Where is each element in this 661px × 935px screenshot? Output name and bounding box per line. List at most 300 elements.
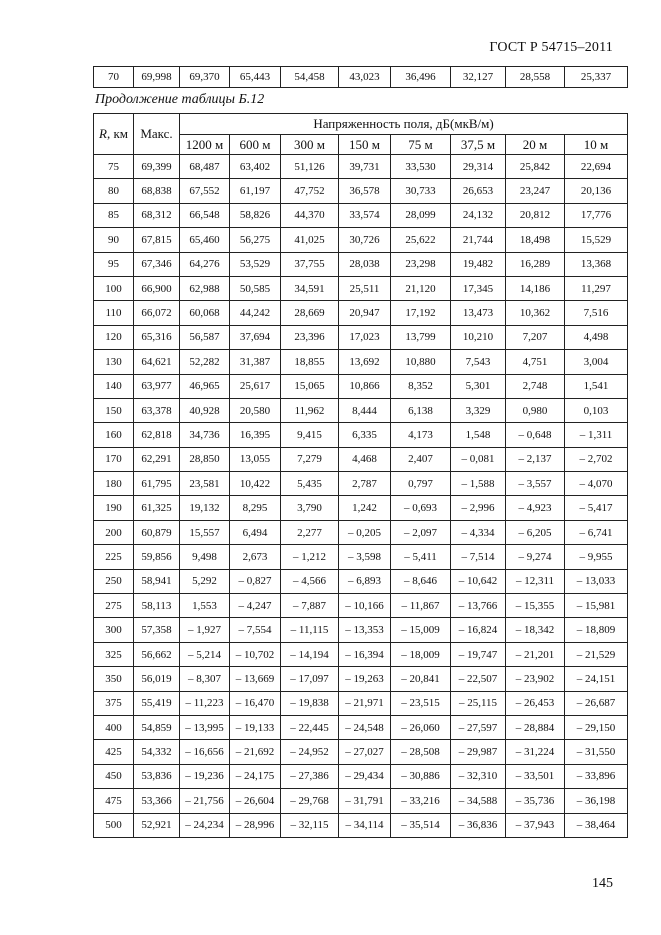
value-cell: 31,387 (230, 350, 281, 374)
value-cell: – 7,554 (230, 618, 281, 642)
value-cell: – 37,943 (506, 813, 565, 837)
value-cell: 26,653 (451, 179, 506, 203)
max-cell: 58,113 (134, 594, 180, 618)
distance-symbol: R (99, 126, 107, 141)
value-cell: 30,733 (391, 179, 451, 203)
value-cell: 41,025 (281, 228, 339, 252)
value-cell: – 9,955 (565, 545, 628, 569)
value-cell: 0,797 (391, 472, 451, 496)
table-cell: 36,496 (391, 67, 451, 88)
value-cell: 17,345 (451, 276, 506, 300)
value-cell: – 3,557 (506, 472, 565, 496)
value-cell: – 15,355 (506, 594, 565, 618)
value-cell: 17,023 (339, 325, 391, 349)
table-row (94, 813, 628, 837)
value-cell: – 26,687 (565, 691, 628, 715)
value-cell: 65,460 (180, 228, 230, 252)
value-cell: 39,731 (339, 155, 391, 179)
value-cell: – 22,445 (281, 715, 339, 739)
value-cell: 13,368 (565, 252, 628, 276)
value-cell: – 27,597 (451, 715, 506, 739)
value-cell: – 29,987 (451, 740, 506, 764)
column-header-height: 75 м (391, 135, 451, 155)
value-cell: 5,301 (451, 374, 506, 398)
value-cell: 52,282 (180, 350, 230, 374)
value-cell: 56,587 (180, 325, 230, 349)
max-cell: 54,859 (134, 715, 180, 739)
value-cell: 6,494 (230, 520, 281, 544)
max-cell: 54,332 (134, 740, 180, 764)
value-cell: – 0,693 (391, 496, 451, 520)
value-cell: 8,444 (339, 398, 391, 422)
max-cell: 69,399 (134, 155, 180, 179)
value-cell: – 24,952 (281, 740, 339, 764)
value-cell: – 1,588 (451, 472, 506, 496)
max-cell: 61,795 (134, 472, 180, 496)
value-cell: 18,855 (281, 350, 339, 374)
value-cell: 19,132 (180, 496, 230, 520)
distance-cell: 275 (94, 594, 134, 618)
field-strength-table (93, 113, 628, 838)
value-cell: – 11,223 (180, 691, 230, 715)
value-cell: 47,752 (281, 179, 339, 203)
value-cell: – 35,514 (391, 813, 451, 837)
table-row (94, 228, 628, 252)
value-cell: – 21,201 (506, 642, 565, 666)
table-cell: 65,443 (230, 67, 281, 88)
column-header-height: 10 м (565, 135, 628, 155)
value-cell: – 30,886 (391, 764, 451, 788)
value-cell: 56,275 (230, 228, 281, 252)
value-cell: 5,435 (281, 472, 339, 496)
distance-cell: 450 (94, 764, 134, 788)
value-cell: 7,543 (451, 350, 506, 374)
value-cell: – 35,736 (506, 789, 565, 813)
value-cell: 64,276 (180, 252, 230, 276)
table-row (94, 301, 628, 325)
column-header-height: 300 м (281, 135, 339, 155)
distance-unit: , км (106, 126, 128, 141)
max-cell: 62,291 (134, 447, 180, 471)
value-cell: – 26,060 (391, 715, 451, 739)
distance-cell: 180 (94, 472, 134, 496)
header-row (94, 114, 628, 135)
distance-cell: 250 (94, 569, 134, 593)
distance-cell: 190 (94, 496, 134, 520)
value-cell: 0,103 (565, 398, 628, 422)
value-cell: 50,585 (230, 276, 281, 300)
max-cell: 63,378 (134, 398, 180, 422)
value-cell: 67,552 (180, 179, 230, 203)
distance-cell: 80 (94, 179, 134, 203)
value-cell: – 12,311 (506, 569, 565, 593)
max-cell: 56,019 (134, 667, 180, 691)
value-cell: – 10,642 (451, 569, 506, 593)
value-cell: – 24,234 (180, 813, 230, 837)
value-cell: – 18,342 (506, 618, 565, 642)
table-row (94, 520, 628, 544)
value-cell: 28,038 (339, 252, 391, 276)
value-cell: – 19,747 (451, 642, 506, 666)
value-cell: 7,207 (506, 325, 565, 349)
value-cell: – 16,656 (180, 740, 230, 764)
distance-cell: 225 (94, 545, 134, 569)
max-cell: 57,358 (134, 618, 180, 642)
distance-cell: 150 (94, 398, 134, 422)
table-cell: 28,558 (506, 67, 565, 88)
value-cell: 40,928 (180, 398, 230, 422)
max-cell: 65,316 (134, 325, 180, 349)
value-cell: – 21,971 (339, 691, 391, 715)
value-cell: 1,553 (180, 594, 230, 618)
distance-cell: 120 (94, 325, 134, 349)
value-cell: – 8,307 (180, 667, 230, 691)
table-row (94, 350, 628, 374)
value-cell: – 15,009 (391, 618, 451, 642)
value-cell: 53,529 (230, 252, 281, 276)
value-cell: – 19,133 (230, 715, 281, 739)
value-cell: – 0,205 (339, 520, 391, 544)
max-cell: 67,346 (134, 252, 180, 276)
value-cell: – 4,070 (565, 472, 628, 496)
distance-cell: 475 (94, 789, 134, 813)
value-cell: 11,297 (565, 276, 628, 300)
value-cell: 66,548 (180, 203, 230, 227)
value-cell: 3,004 (565, 350, 628, 374)
column-header-height: 37,5 м (451, 135, 506, 155)
value-cell: – 29,150 (565, 715, 628, 739)
value-cell: 25,511 (339, 276, 391, 300)
table-cell: 54,458 (281, 67, 339, 88)
value-cell: – 4,247 (230, 594, 281, 618)
value-cell: – 31,224 (506, 740, 565, 764)
max-cell: 59,856 (134, 545, 180, 569)
table-row (94, 276, 628, 300)
table-row (94, 325, 628, 349)
value-cell: 68,487 (180, 155, 230, 179)
value-cell: 2,748 (506, 374, 565, 398)
value-cell: 7,279 (281, 447, 339, 471)
max-cell: 61,325 (134, 496, 180, 520)
value-cell: – 26,453 (506, 691, 565, 715)
value-cell: 17,776 (565, 203, 628, 227)
table-row (94, 155, 628, 179)
table-row (94, 423, 628, 447)
value-cell: – 25,115 (451, 691, 506, 715)
value-cell: 4,498 (565, 325, 628, 349)
value-cell: – 11,867 (391, 594, 451, 618)
value-cell: – 32,310 (451, 764, 506, 788)
value-cell: – 2,702 (565, 447, 628, 471)
value-cell: 16,289 (506, 252, 565, 276)
value-cell: – 33,216 (391, 789, 451, 813)
value-cell: – 29,768 (281, 789, 339, 813)
distance-cell: 85 (94, 203, 134, 227)
value-cell: 44,370 (281, 203, 339, 227)
max-cell: 66,072 (134, 301, 180, 325)
distance-cell: 160 (94, 423, 134, 447)
value-cell: 23,298 (391, 252, 451, 276)
max-cell: 53,836 (134, 764, 180, 788)
value-cell: 17,192 (391, 301, 451, 325)
value-cell: 36,578 (339, 179, 391, 203)
value-cell: 14,186 (506, 276, 565, 300)
value-cell: 10,880 (391, 350, 451, 374)
table-cell: 25,337 (565, 67, 628, 88)
value-cell: 10,422 (230, 472, 281, 496)
value-cell: 11,962 (281, 398, 339, 422)
distance-cell: 375 (94, 691, 134, 715)
value-cell: – 32,115 (281, 813, 339, 837)
value-cell: – 10,166 (339, 594, 391, 618)
column-header-height: 150 м (339, 135, 391, 155)
value-cell: 15,557 (180, 520, 230, 544)
previous-page-last-row (93, 66, 628, 88)
value-cell: 13,799 (391, 325, 451, 349)
value-cell: – 13,995 (180, 715, 230, 739)
value-cell: 22,694 (565, 155, 628, 179)
table-row (94, 715, 628, 739)
value-cell: – 34,114 (339, 813, 391, 837)
value-cell: – 6,205 (506, 520, 565, 544)
value-cell: – 7,514 (451, 545, 506, 569)
value-cell: 9,415 (281, 423, 339, 447)
value-cell: 16,395 (230, 423, 281, 447)
table-row (94, 447, 628, 471)
value-cell: – 0,648 (506, 423, 565, 447)
value-cell: – 36,198 (565, 789, 628, 813)
value-cell: 37,755 (281, 252, 339, 276)
max-cell: 53,366 (134, 789, 180, 813)
value-cell: 24,132 (451, 203, 506, 227)
value-cell: 30,726 (339, 228, 391, 252)
max-cell: 52,921 (134, 813, 180, 837)
value-cell: – 18,009 (391, 642, 451, 666)
value-cell: 19,482 (451, 252, 506, 276)
max-cell: 63,977 (134, 374, 180, 398)
continuation-title: Продолжение таблицы Б.12 (95, 92, 265, 107)
value-cell: 29,314 (451, 155, 506, 179)
max-cell: 60,879 (134, 520, 180, 544)
distance-cell: 350 (94, 667, 134, 691)
table-cell: 43,023 (339, 67, 391, 88)
value-cell: – 6,893 (339, 569, 391, 593)
value-cell: – 38,464 (565, 813, 628, 837)
table-row (94, 667, 628, 691)
distance-cell: 400 (94, 715, 134, 739)
value-cell: 15,529 (565, 228, 628, 252)
value-cell: 44,242 (230, 301, 281, 325)
value-cell: – 16,824 (451, 618, 506, 642)
value-cell: – 27,027 (339, 740, 391, 764)
value-cell: 23,396 (281, 325, 339, 349)
value-cell: 0,980 (506, 398, 565, 422)
value-cell: – 4,334 (451, 520, 506, 544)
value-cell: 2,787 (339, 472, 391, 496)
value-cell: – 5,214 (180, 642, 230, 666)
value-cell: – 23,515 (391, 691, 451, 715)
value-cell: – 22,507 (451, 667, 506, 691)
value-cell: – 0,081 (451, 447, 506, 471)
value-cell: – 14,194 (281, 642, 339, 666)
value-cell: 28,850 (180, 447, 230, 471)
max-cell: 66,900 (134, 276, 180, 300)
value-cell: – 16,394 (339, 642, 391, 666)
value-cell: 28,099 (391, 203, 451, 227)
value-cell: 61,197 (230, 179, 281, 203)
value-cell: – 10,702 (230, 642, 281, 666)
max-cell: 62,818 (134, 423, 180, 447)
value-cell: 25,622 (391, 228, 451, 252)
value-cell: – 1,927 (180, 618, 230, 642)
value-cell: – 19,236 (180, 764, 230, 788)
value-cell: 2,277 (281, 520, 339, 544)
column-header-distance (94, 114, 134, 155)
table-row (94, 569, 628, 593)
table-row (94, 691, 628, 715)
column-group-header: Напряженность поля, дБ(мкВ/м) (180, 114, 628, 135)
value-cell: 1,242 (339, 496, 391, 520)
value-cell: 25,617 (230, 374, 281, 398)
value-cell: – 29,434 (339, 764, 391, 788)
value-cell: 34,736 (180, 423, 230, 447)
max-cell: 67,815 (134, 228, 180, 252)
value-cell: – 24,175 (230, 764, 281, 788)
table-row (94, 179, 628, 203)
value-cell: 6,335 (339, 423, 391, 447)
value-cell: 5,292 (180, 569, 230, 593)
table-row (94, 764, 628, 788)
value-cell: – 24,548 (339, 715, 391, 739)
value-cell: – 6,741 (565, 520, 628, 544)
value-cell: 33,574 (339, 203, 391, 227)
distance-cell: 325 (94, 642, 134, 666)
value-cell: 13,473 (451, 301, 506, 325)
value-cell: – 18,809 (565, 618, 628, 642)
value-cell: 6,138 (391, 398, 451, 422)
value-cell: – 27,386 (281, 764, 339, 788)
value-cell: – 15,981 (565, 594, 628, 618)
value-cell: 21,744 (451, 228, 506, 252)
table-row (94, 472, 628, 496)
value-cell: – 3,598 (339, 545, 391, 569)
table-cell: 69,998 (134, 67, 180, 88)
value-cell: 20,580 (230, 398, 281, 422)
value-cell: 15,065 (281, 374, 339, 398)
value-cell: 13,692 (339, 350, 391, 374)
value-cell: – 31,550 (565, 740, 628, 764)
value-cell: – 36,836 (451, 813, 506, 837)
value-cell: – 17,097 (281, 667, 339, 691)
value-cell: 33,530 (391, 155, 451, 179)
value-cell: – 13,353 (339, 618, 391, 642)
value-cell: 23,581 (180, 472, 230, 496)
value-cell: – 2,137 (506, 447, 565, 471)
distance-cell: 90 (94, 228, 134, 252)
table-cell: 69,370 (180, 67, 230, 88)
value-cell: 8,295 (230, 496, 281, 520)
table-row (94, 545, 628, 569)
value-cell: – 19,838 (281, 691, 339, 715)
value-cell: 3,790 (281, 496, 339, 520)
value-cell: – 26,604 (230, 789, 281, 813)
value-cell: 34,591 (281, 276, 339, 300)
table-row (94, 374, 628, 398)
value-cell: 4,173 (391, 423, 451, 447)
distance-cell: 170 (94, 447, 134, 471)
value-cell: 2,673 (230, 545, 281, 569)
value-cell: – 28,508 (391, 740, 451, 764)
max-cell: 58,941 (134, 569, 180, 593)
table-row (94, 618, 628, 642)
value-cell: 63,402 (230, 155, 281, 179)
value-cell: – 5,417 (565, 496, 628, 520)
value-cell: 62,988 (180, 276, 230, 300)
value-cell: – 28,996 (230, 813, 281, 837)
value-cell: – 1,212 (281, 545, 339, 569)
value-cell: – 16,470 (230, 691, 281, 715)
table-row (94, 203, 628, 227)
value-cell: – 24,151 (565, 667, 628, 691)
distance-cell: 100 (94, 276, 134, 300)
max-cell: 68,312 (134, 203, 180, 227)
table-row (94, 594, 628, 618)
value-cell: – 2,097 (391, 520, 451, 544)
value-cell: 10,210 (451, 325, 506, 349)
value-cell: 58,826 (230, 203, 281, 227)
value-cell: 60,068 (180, 301, 230, 325)
distance-cell: 300 (94, 618, 134, 642)
column-header-max: Макс. (134, 114, 180, 155)
distance-cell: 425 (94, 740, 134, 764)
table-row (94, 398, 628, 422)
value-cell: – 7,887 (281, 594, 339, 618)
value-cell: 10,362 (506, 301, 565, 325)
value-cell: 20,136 (565, 179, 628, 203)
distance-cell: 95 (94, 252, 134, 276)
value-cell: – 11,115 (281, 618, 339, 642)
value-cell: – 1,311 (565, 423, 628, 447)
value-cell: – 23,902 (506, 667, 565, 691)
value-cell: 8,352 (391, 374, 451, 398)
value-cell: 1,548 (451, 423, 506, 447)
table-row (94, 67, 628, 88)
max-cell: 55,419 (134, 691, 180, 715)
value-cell: 23,247 (506, 179, 565, 203)
value-cell: – 21,692 (230, 740, 281, 764)
value-cell: – 0,827 (230, 569, 281, 593)
value-cell: 3,329 (451, 398, 506, 422)
value-cell: 2,407 (391, 447, 451, 471)
value-cell: – 31,791 (339, 789, 391, 813)
distance-cell: 200 (94, 520, 134, 544)
value-cell: – 28,884 (506, 715, 565, 739)
distance-cell: 140 (94, 374, 134, 398)
max-cell: 68,838 (134, 179, 180, 203)
value-cell: – 19,263 (339, 667, 391, 691)
value-cell: 4,468 (339, 447, 391, 471)
value-cell: – 9,274 (506, 545, 565, 569)
table-row (94, 740, 628, 764)
table-row (94, 789, 628, 813)
value-cell: – 21,529 (565, 642, 628, 666)
value-cell: – 4,566 (281, 569, 339, 593)
value-cell: 18,498 (506, 228, 565, 252)
table-cell: 32,127 (451, 67, 506, 88)
max-cell: 56,662 (134, 642, 180, 666)
distance-cell: 130 (94, 350, 134, 374)
page-number: 145 (592, 876, 613, 891)
